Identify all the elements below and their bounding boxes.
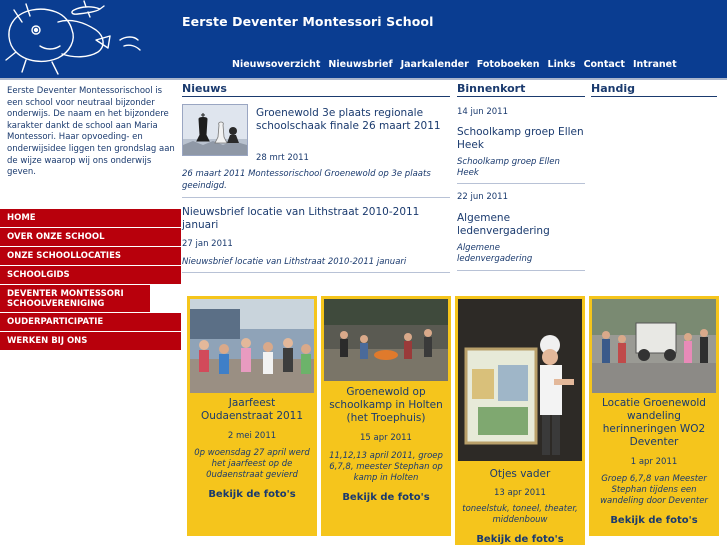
news-summary-2: Nieuwsbrief locatie van Lithstraat 2010-2011 januari: [182, 257, 407, 267]
news-divider: [182, 197, 450, 198]
album-photo-schoolkamp[interactable]: [324, 299, 448, 381]
event-date-2: 22 jun 2011: [457, 192, 508, 202]
site-title[interactable]: Eerste Deventer Montessori School: [182, 14, 434, 29]
photo-album-card[interactable]: [589, 296, 719, 536]
album-description: 0p woensdag 27 april werd het jaarfeest op de 0udaenstraat gevierd: [194, 448, 310, 480]
view-photos-link[interactable]: Bekijk de foto's: [208, 489, 296, 500]
school-logo[interactable]: [0, 0, 178, 78]
sidebar-item-home[interactable]: HOME: [0, 209, 181, 228]
album-date: 1 apr 2011: [630, 457, 678, 467]
album-description: Groep 6,7,8 van Meester Stephan tijdens een wandeling door Deventer: [600, 474, 708, 506]
album-date: 13 apr 2011: [494, 488, 546, 498]
photo-album-card[interactable]: [321, 296, 451, 536]
binnenkort-heading: Binnenkort: [457, 82, 585, 97]
photo-album-card[interactable]: [187, 296, 317, 536]
event-divider: [457, 183, 585, 184]
site-header: [0, 0, 727, 78]
top-navigation: [228, 59, 681, 70]
nav-jaarkalender[interactable]: Jaarkalender: [400, 59, 469, 70]
nieuws-heading: Nieuws: [182, 82, 450, 97]
nav-intranet[interactable]: Intranet: [632, 59, 677, 70]
album-title[interactable]: Groenewold op schoolkamp in Holten (het Troephuis): [329, 386, 443, 424]
sidebar-item-werken-bij-ons[interactable]: WERKEN BIJ ONS: [0, 332, 181, 351]
photo-album-card[interactable]: [455, 296, 585, 545]
news-date-2: 27 jan 2011: [182, 239, 233, 249]
nav-links[interactable]: Links: [547, 59, 576, 70]
album-title[interactable]: Otjes vader: [489, 468, 551, 480]
nav-nieuwsoverzicht[interactable]: Nieuwsoverzicht: [232, 59, 321, 70]
sidebar-item-schoolvereniging[interactable]: DEVENTER MONTESSORI SCHOOLVERENIGING: [0, 285, 150, 313]
nav-nieuwsbrief[interactable]: Nieuwsbrief: [328, 59, 393, 70]
event-date-1: 14 jun 2011: [457, 107, 508, 117]
nav-contact[interactable]: Contact: [583, 59, 625, 70]
news-divider: [182, 272, 450, 273]
album-date: 2 mei 2011: [227, 431, 277, 441]
album-description: toneelstuk, toneel, theater, middenbouw: [462, 504, 578, 525]
nav-fotoboeken[interactable]: Fotoboeken: [476, 59, 540, 70]
event-title-2[interactable]: Algemene ledenvergadering: [457, 212, 550, 237]
header-divider: [0, 78, 727, 80]
album-title[interactable]: Locatie Groenewold wandeling herinneringen WO2 Deventer: [602, 397, 706, 448]
album-title[interactable]: Jaarfeest Oudaenstraat 2011: [200, 397, 304, 422]
event-subtitle-1: Schoolkamp groep Ellen Heek: [457, 157, 560, 178]
chess-news-thumbnail[interactable]: [182, 104, 248, 156]
sidebar-item-ouderparticipatie[interactable]: OUDERPARTICIPATIE: [0, 313, 181, 332]
news-title-2[interactable]: Nieuwsbrief locatie van Lithstraat 2010-2011 januari: [182, 206, 420, 231]
event-divider: [457, 270, 585, 271]
sidebar-item-over-onze-school[interactable]: OVER ONZE SCHOOL: [0, 228, 181, 247]
view-photos-link[interactable]: Bekijk de foto's: [342, 492, 430, 503]
sidebar-item-onze-schoollocaties[interactable]: ONZE SCHOOLLOCATIES: [0, 247, 181, 266]
news-date-1: 28 mrt 2011: [256, 153, 309, 163]
handig-heading: Handig: [591, 82, 717, 97]
album-description: 11,12,13 april 2011, groep 6,7,8, meester Stephan op kamp in Holten: [329, 451, 443, 483]
event-title-1[interactable]: Schoolkamp groep Ellen Heek: [457, 126, 584, 151]
view-photos-link[interactable]: Bekijk de foto's: [610, 515, 698, 526]
view-photos-link[interactable]: Bekijk de foto's: [476, 534, 564, 545]
album-date: 15 apr 2011: [360, 433, 412, 443]
album-photo-otjes-vader[interactable]: [458, 299, 582, 461]
album-photo-wandeling[interactable]: [592, 299, 716, 393]
event-subtitle-2: Algemene ledenvergadering: [457, 243, 533, 264]
sidebar-item-schoolgids[interactable]: SCHOOLGIDS: [0, 266, 181, 285]
album-photo-jaarfeest[interactable]: [190, 299, 314, 393]
sidebar-navigation: [0, 209, 181, 351]
school-intro-text: Eerste Deventer Montessorischool is een school voor neutraal bijzonder onderwijs. De naam en het bijzondere karakter dankt de school aan Maria Montessori. Haar opvoeding- en onderwijsidee liggen ten grondslag aan de wijze waarop wij ons onderwijs geven.: [7, 86, 175, 178]
news-summary-1: 26 maart 2011 Montessorischool Groenewold op 3e plaats geeindigd.: [182, 169, 431, 191]
news-title-1[interactable]: Groenewold 3e plaats regionale schoolschaak finale 26 maart 2011: [256, 107, 441, 132]
